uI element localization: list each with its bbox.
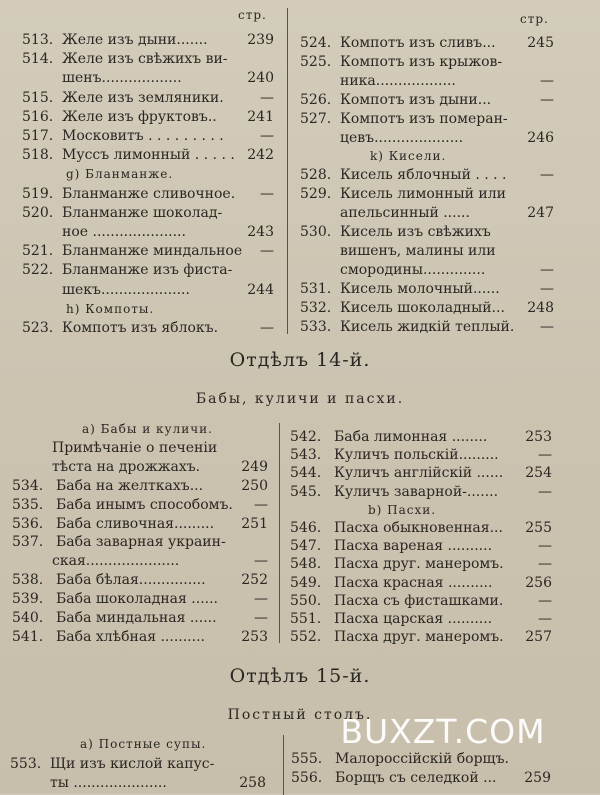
entry-page: —	[540, 280, 554, 297]
entry-title: Бланманже изъ фиста-	[62, 262, 233, 279]
subsection-heading	[10, 735, 266, 754]
entry-number: 531.	[300, 280, 332, 297]
entry-number: 516.	[22, 108, 54, 125]
toc-entry	[22, 89, 274, 108]
entry-title: Желе изъ земляники.	[62, 89, 224, 106]
entry-title: Баба инымъ способомъ.	[56, 496, 233, 513]
section-14-subtitle: Бабы, куличи и пасхи.	[195, 391, 405, 407]
entry-number: 540.	[12, 610, 44, 626]
entry-number: 523.	[22, 320, 54, 336]
entry-title: Баба бѣлая...............	[56, 572, 206, 589]
entry-title: Кисель шоколадный...	[340, 299, 505, 316]
entry-title: Примѣчаніе о печеніи	[52, 439, 218, 456]
toc-entry	[22, 69, 274, 88]
entry-page: 250	[241, 477, 268, 494]
entry-title: Пасха обыкновенная...	[334, 520, 503, 536]
entry-page: 254	[525, 465, 552, 482]
entry-page: —	[254, 553, 268, 570]
section-15-subtitle: Постный столъ.	[227, 707, 373, 723]
entry-number: 521.	[22, 243, 54, 260]
entry-title: апельсинный ......	[340, 205, 470, 222]
entry-page: 256	[525, 574, 552, 591]
toc-entry	[12, 609, 268, 628]
entry-page: 257	[525, 629, 552, 646]
entry-title: Кисель изъ свѣжихъ	[340, 224, 491, 240]
entry-number: 547.	[290, 538, 322, 555]
entry-title: Куличъ заварной-.......	[334, 483, 499, 500]
entry-title: Баба лимонная ........	[334, 429, 488, 445]
entry-title: Кисель яблочный . . . .	[340, 167, 507, 184]
entry-title: Баба заварная украин-	[56, 534, 226, 551]
entry-page: 240	[247, 70, 274, 87]
toc-entry	[300, 166, 554, 185]
entry-page: 245	[527, 35, 554, 51]
toc-entry	[12, 552, 268, 571]
entry-number: 515.	[22, 89, 54, 106]
entry-number: 556.	[291, 770, 323, 786]
toc-entry	[291, 769, 551, 788]
entry-page: —	[538, 538, 552, 555]
toc-entry	[290, 519, 552, 538]
entry-page: 253	[241, 628, 268, 645]
entry-title: Пасха царская ..........	[334, 611, 493, 627]
entry-number: 530.	[300, 224, 332, 240]
toc-entry	[22, 146, 274, 165]
toc-entry	[291, 750, 551, 769]
entry-title: Муссъ лимонный . . . . .	[62, 147, 235, 164]
entry-title: Желе изъ фруктовъ..	[62, 108, 217, 125]
entry-number: 545.	[290, 483, 322, 500]
entry-page: 248	[527, 299, 554, 316]
entry-page: 251	[241, 515, 268, 532]
toc-entry	[290, 464, 552, 483]
toc-entry	[22, 223, 274, 242]
toc-entry	[12, 533, 268, 552]
section-15-title: Отдѣлъ 15-й.	[229, 665, 371, 687]
entry-title: ное .....................	[62, 224, 186, 240]
toc-entry	[300, 91, 554, 110]
entry-title: Компотъ изъ яблокъ.	[62, 320, 219, 336]
entry-page: —	[540, 318, 554, 335]
entry-number: 548.	[290, 556, 322, 573]
entry-page: —	[538, 483, 552, 500]
entry-title: Компотъ изъ дыни...	[340, 91, 492, 108]
entry-page: —	[260, 320, 274, 336]
entry-title: Пасха друг. манеромъ.	[334, 556, 504, 573]
entry-number: 513.	[22, 32, 54, 48]
toc-entry	[300, 34, 554, 53]
toc-entry	[290, 628, 552, 647]
entry-page: 249	[241, 458, 268, 475]
toc-entry	[300, 223, 554, 242]
entry-title: Кисель лимонный или	[340, 186, 506, 203]
entry-title: Желе изъ дыни.......	[62, 32, 208, 48]
entry-number: 519.	[22, 185, 54, 202]
toc-entry	[22, 242, 274, 261]
entry-page: 246	[527, 129, 554, 146]
entry-page: —	[254, 610, 268, 626]
toc-entry	[22, 31, 274, 50]
toc-entry	[22, 261, 274, 280]
toc-entry	[10, 774, 266, 793]
entry-title: Московитъ . . . . . . . . .	[62, 128, 224, 144]
toc-entry	[300, 204, 554, 223]
entry-number: 517.	[22, 128, 54, 144]
page-header-right: стр.	[520, 12, 549, 26]
entry-title: Кисель жидкій теплый.	[340, 318, 515, 335]
entry-page: —	[540, 91, 554, 108]
entry-number: 544.	[290, 465, 322, 482]
entry-number: 546.	[290, 520, 322, 536]
entry-title: Куличъ польскій.........	[334, 447, 499, 464]
toc-entry	[22, 319, 274, 338]
column-divider	[279, 423, 280, 643]
subsection-heading	[22, 300, 274, 319]
toc-entry	[300, 110, 554, 129]
entry-number: 552.	[290, 629, 322, 646]
entry-number: 549.	[290, 574, 322, 591]
toc-entry	[300, 318, 554, 337]
entry-number: 514.	[22, 51, 54, 68]
entry-title: ника..................	[340, 72, 456, 89]
toc-entry	[290, 446, 552, 465]
toc-entry	[12, 571, 268, 590]
entry-page: 239	[247, 32, 274, 48]
section-14-title: Отдѣлъ 14-й.	[229, 349, 371, 371]
entry-title: вишенъ, малины или	[340, 242, 496, 259]
entry-page: 259	[524, 770, 551, 786]
entry-number: 534.	[12, 477, 44, 494]
entry-title: Щи изъ кислой капус-	[50, 755, 215, 772]
subsection-label: g) Бланманже.	[66, 167, 174, 182]
entry-page: 255	[525, 520, 552, 536]
entry-page: —	[538, 556, 552, 573]
entry-title: Баба сливочная.........	[56, 515, 215, 532]
entry-title: Куличъ англійскій ......	[334, 465, 504, 482]
page-header-left: стр.	[238, 8, 267, 22]
entry-title: Пасха съ фисташками.	[334, 592, 504, 609]
entry-page: 243	[247, 224, 274, 240]
entry-number: 543.	[290, 447, 322, 464]
toc-entry	[290, 574, 552, 593]
toc-entry	[290, 483, 552, 502]
toc-entry	[22, 185, 274, 204]
toc-entry	[22, 127, 274, 146]
toc-entry	[290, 592, 552, 611]
entry-page: —	[538, 447, 552, 464]
entry-page: —	[260, 185, 274, 202]
entry-number: 550.	[290, 592, 322, 609]
entry-number: 528.	[300, 167, 332, 184]
toc-entry	[12, 628, 268, 647]
entry-title: Желе изъ свѣжихъ ви-	[62, 51, 228, 68]
toc-entry	[300, 129, 554, 148]
toc-entry	[12, 496, 268, 515]
toc-entry	[300, 185, 554, 204]
entry-number: 520.	[22, 204, 54, 221]
entry-title: ты .....................	[50, 775, 167, 791]
entry-number: 533.	[300, 318, 332, 335]
entry-number: 532.	[300, 299, 332, 316]
entry-title: Кисель молочный......	[340, 280, 500, 297]
toc-entry	[12, 590, 268, 609]
entry-title: Баба хлѣбная ..........	[56, 628, 205, 645]
entry-number: 537.	[12, 534, 44, 551]
entry-page: 252	[241, 572, 268, 589]
toc-entry	[12, 458, 268, 477]
entry-title: Баба шоколадная ......	[56, 591, 219, 608]
entry-title: Компотъ изъ сливъ...	[340, 35, 496, 51]
entry-title: смородины..............	[340, 261, 486, 278]
subsection-label: b) Пасхи.	[368, 502, 437, 517]
subsection-label: а) Постные супы.	[80, 737, 207, 751]
entry-number: 522.	[22, 262, 54, 279]
entry-title: Баба на желткахъ...	[56, 477, 204, 494]
entry-title: Компотъ изъ померан-	[340, 110, 508, 127]
entry-number: 518.	[22, 147, 54, 164]
entry-title: Бланманже сливочное.	[62, 185, 236, 202]
entry-page: —	[260, 243, 274, 260]
entry-number: 525.	[300, 53, 332, 70]
subsection-label: а) Бабы и куличи.	[82, 422, 213, 436]
entry-number: 529.	[300, 186, 332, 203]
entry-title: Бланманже миндальное	[62, 243, 243, 260]
entry-title: Пасха красная ..........	[334, 574, 493, 591]
entry-page: —	[254, 496, 268, 513]
toc-entry	[300, 261, 554, 280]
entry-title: Баба миндальная ......	[56, 610, 217, 626]
entry-number: 536.	[12, 515, 44, 532]
entry-title: цевъ....................	[340, 129, 464, 146]
entry-title: Бланманже шоколад-	[62, 204, 223, 221]
toc-entry	[12, 477, 268, 496]
entry-number: 542.	[290, 429, 322, 445]
entry-number: 526.	[300, 91, 332, 108]
entry-number: 539.	[12, 591, 44, 608]
toc-entry	[300, 280, 554, 299]
entry-page: 253	[525, 429, 552, 445]
entry-page: 241	[247, 108, 274, 125]
entry-title: Малороссійскій борщъ.	[335, 751, 509, 767]
entry-title: тѣста на дрожжахъ.	[52, 458, 201, 475]
subsection-heading	[12, 420, 268, 439]
entry-title: Пасха друг. манеромъ.	[334, 629, 504, 646]
entry-page: —	[254, 591, 268, 608]
toc-entry	[300, 53, 554, 72]
entry-page: —	[260, 89, 274, 106]
subsection-heading	[290, 501, 552, 520]
toc-entry	[22, 204, 274, 223]
entry-title: Борщъ съ селедкой ...	[335, 770, 497, 786]
entry-number: 551.	[290, 611, 322, 627]
entry-page: 244	[247, 281, 274, 298]
toc-entry	[290, 428, 552, 447]
entry-page: —	[540, 261, 554, 278]
entry-page: 258	[239, 775, 266, 791]
entry-page: —	[538, 611, 552, 627]
entry-title: Компотъ изъ крыжов-	[340, 53, 503, 70]
entry-title: Пасха вареная ..........	[334, 538, 493, 555]
subsection-label: k) Кисели.	[370, 149, 447, 164]
toc-entry	[300, 72, 554, 91]
entry-page: —	[538, 592, 552, 609]
column-divider	[287, 8, 288, 334]
entry-page: 247	[527, 205, 554, 222]
subsection-label: h) Компоты.	[66, 301, 155, 316]
toc-entry	[22, 50, 274, 69]
toc-entry	[12, 439, 268, 458]
toc-entry	[10, 755, 266, 774]
entry-page: —	[540, 167, 554, 184]
entry-number: 535.	[12, 496, 44, 513]
toc-entry	[290, 537, 552, 556]
entry-number: 524.	[300, 35, 332, 51]
entry-number: 555.	[291, 751, 323, 767]
toc-entry	[22, 108, 274, 127]
entry-title: ская.....................	[52, 553, 180, 570]
entry-number: 527.	[300, 110, 332, 127]
entry-number: 541.	[12, 628, 44, 645]
toc-entry	[290, 555, 552, 574]
entry-title: шенъ..................	[62, 70, 182, 87]
subsection-heading	[300, 147, 554, 166]
toc-entry	[300, 299, 554, 318]
entry-page: 242	[247, 147, 274, 164]
toc-entry	[22, 281, 274, 300]
entry-page: —	[540, 72, 554, 89]
subsection-heading	[22, 165, 274, 184]
toc-entry	[300, 242, 554, 261]
column-divider	[283, 735, 284, 795]
entry-number: 538.	[12, 572, 44, 589]
entry-page: —	[260, 128, 274, 144]
toc-entry	[12, 515, 268, 534]
toc-entry	[290, 610, 552, 629]
watermark-text: BUXZT.COM	[340, 712, 546, 751]
entry-number: 553.	[10, 755, 42, 772]
entry-title: шекъ....................	[62, 281, 190, 298]
